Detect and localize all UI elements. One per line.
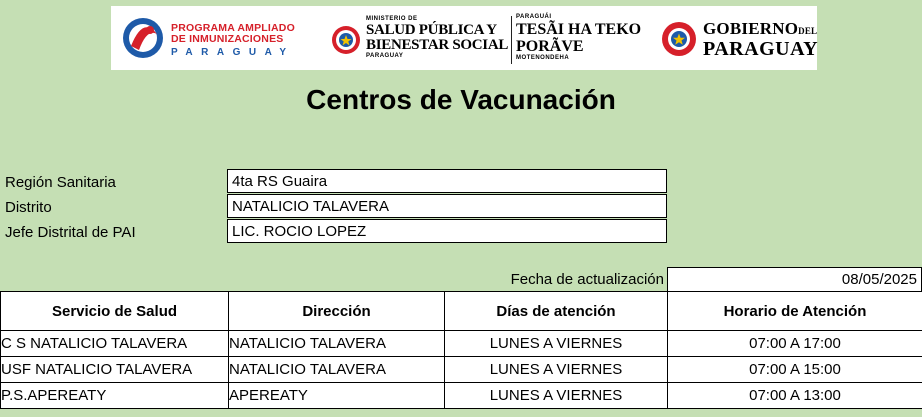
pai-line2: DE INMUNIZACIONES — [171, 33, 284, 45]
table-header-row — [1, 292, 922, 331]
cell-servicio[interactable]: C S NATALICIO TALAVERA — [1, 331, 229, 357]
cell-servicio[interactable]: USF NATALICIO TALAVERA — [1, 357, 229, 383]
region-field[interactable]: 4ta RS Guaira — [227, 169, 667, 193]
distrito-label: Distrito — [5, 199, 52, 216]
gobierno-shield-icon — [661, 20, 697, 58]
cell-horario[interactable]: 07:00 A 15:00 — [668, 357, 922, 383]
pai-line1: PROGRAMA AMPLIADO — [171, 22, 295, 34]
tesai-small: PARAGUÁI — [516, 14, 552, 20]
cell-dias[interactable]: LUNES A VIERNES — [445, 357, 668, 383]
page-title: Centros de Vacunación — [306, 84, 616, 115]
gobierno-del: DEL — [798, 26, 818, 36]
cell-dias[interactable]: LUNES A VIERNES — [445, 383, 668, 409]
cell-direccion[interactable]: APEREATY — [229, 383, 445, 409]
ministry-line2: BIENESTAR SOCIAL — [366, 37, 509, 53]
gobierno-logo-text — [703, 20, 818, 58]
gobierno-line2: PARAGUAY — [703, 38, 819, 60]
logo-banner — [111, 6, 817, 70]
header-direccion: Dirección — [229, 292, 445, 331]
cell-dias[interactable]: LUNES A VIERNES — [445, 331, 668, 357]
vaccination-centers-table — [0, 291, 922, 409]
cell-servicio[interactable]: P.S.APEREATY — [1, 383, 229, 409]
header-dias: Días de atención — [445, 292, 668, 331]
ministry-shield-icon — [331, 22, 361, 58]
table-row — [1, 357, 922, 383]
fecha-label: Fecha de actualización — [510, 271, 664, 288]
distrito-field[interactable]: NATALICIO TALAVERA — [227, 194, 667, 218]
tesai-line2: PORÃVE — [516, 38, 584, 55]
banner-divider — [511, 16, 512, 64]
table-row — [1, 383, 922, 409]
header-horario: Horario de Atención — [668, 292, 922, 331]
region-label: Región Sanitaria — [5, 174, 116, 191]
jefe-field[interactable]: LIC. ROCIO LOPEZ — [227, 219, 667, 243]
header-servicio: Servicio de Salud — [1, 292, 229, 331]
cell-horario[interactable]: 07:00 A 13:00 — [668, 383, 922, 409]
ministry-line1: SALUD PÚBLICA Y — [366, 22, 497, 38]
fecha-field[interactable]: 08/05/2025 — [667, 267, 922, 292]
ministry-small: MINISTERIO DE — [366, 16, 418, 22]
cell-direccion[interactable]: NATALICIO TALAVERA — [229, 331, 445, 357]
cell-direccion[interactable]: NATALICIO TALAVERA — [229, 357, 445, 383]
pai-line3: PARAGUAY — [171, 47, 295, 58]
tesai-line1: TESÃI HA TEKO — [516, 21, 642, 38]
cell-horario[interactable]: 07:00 A 17:00 — [668, 331, 922, 357]
tesai-sub: MOTENONDEHA — [516, 55, 570, 61]
table-row — [1, 331, 922, 357]
ministry-sub: PARAGUAY — [366, 53, 404, 59]
jefe-label: Jefe Distrital de PAI — [5, 224, 136, 241]
ministry-logo-text — [366, 16, 508, 60]
tesai-logo-text — [516, 14, 641, 62]
pai-logo-icon — [117, 6, 169, 70]
gobierno-line1: GOBIERNO — [703, 19, 799, 38]
